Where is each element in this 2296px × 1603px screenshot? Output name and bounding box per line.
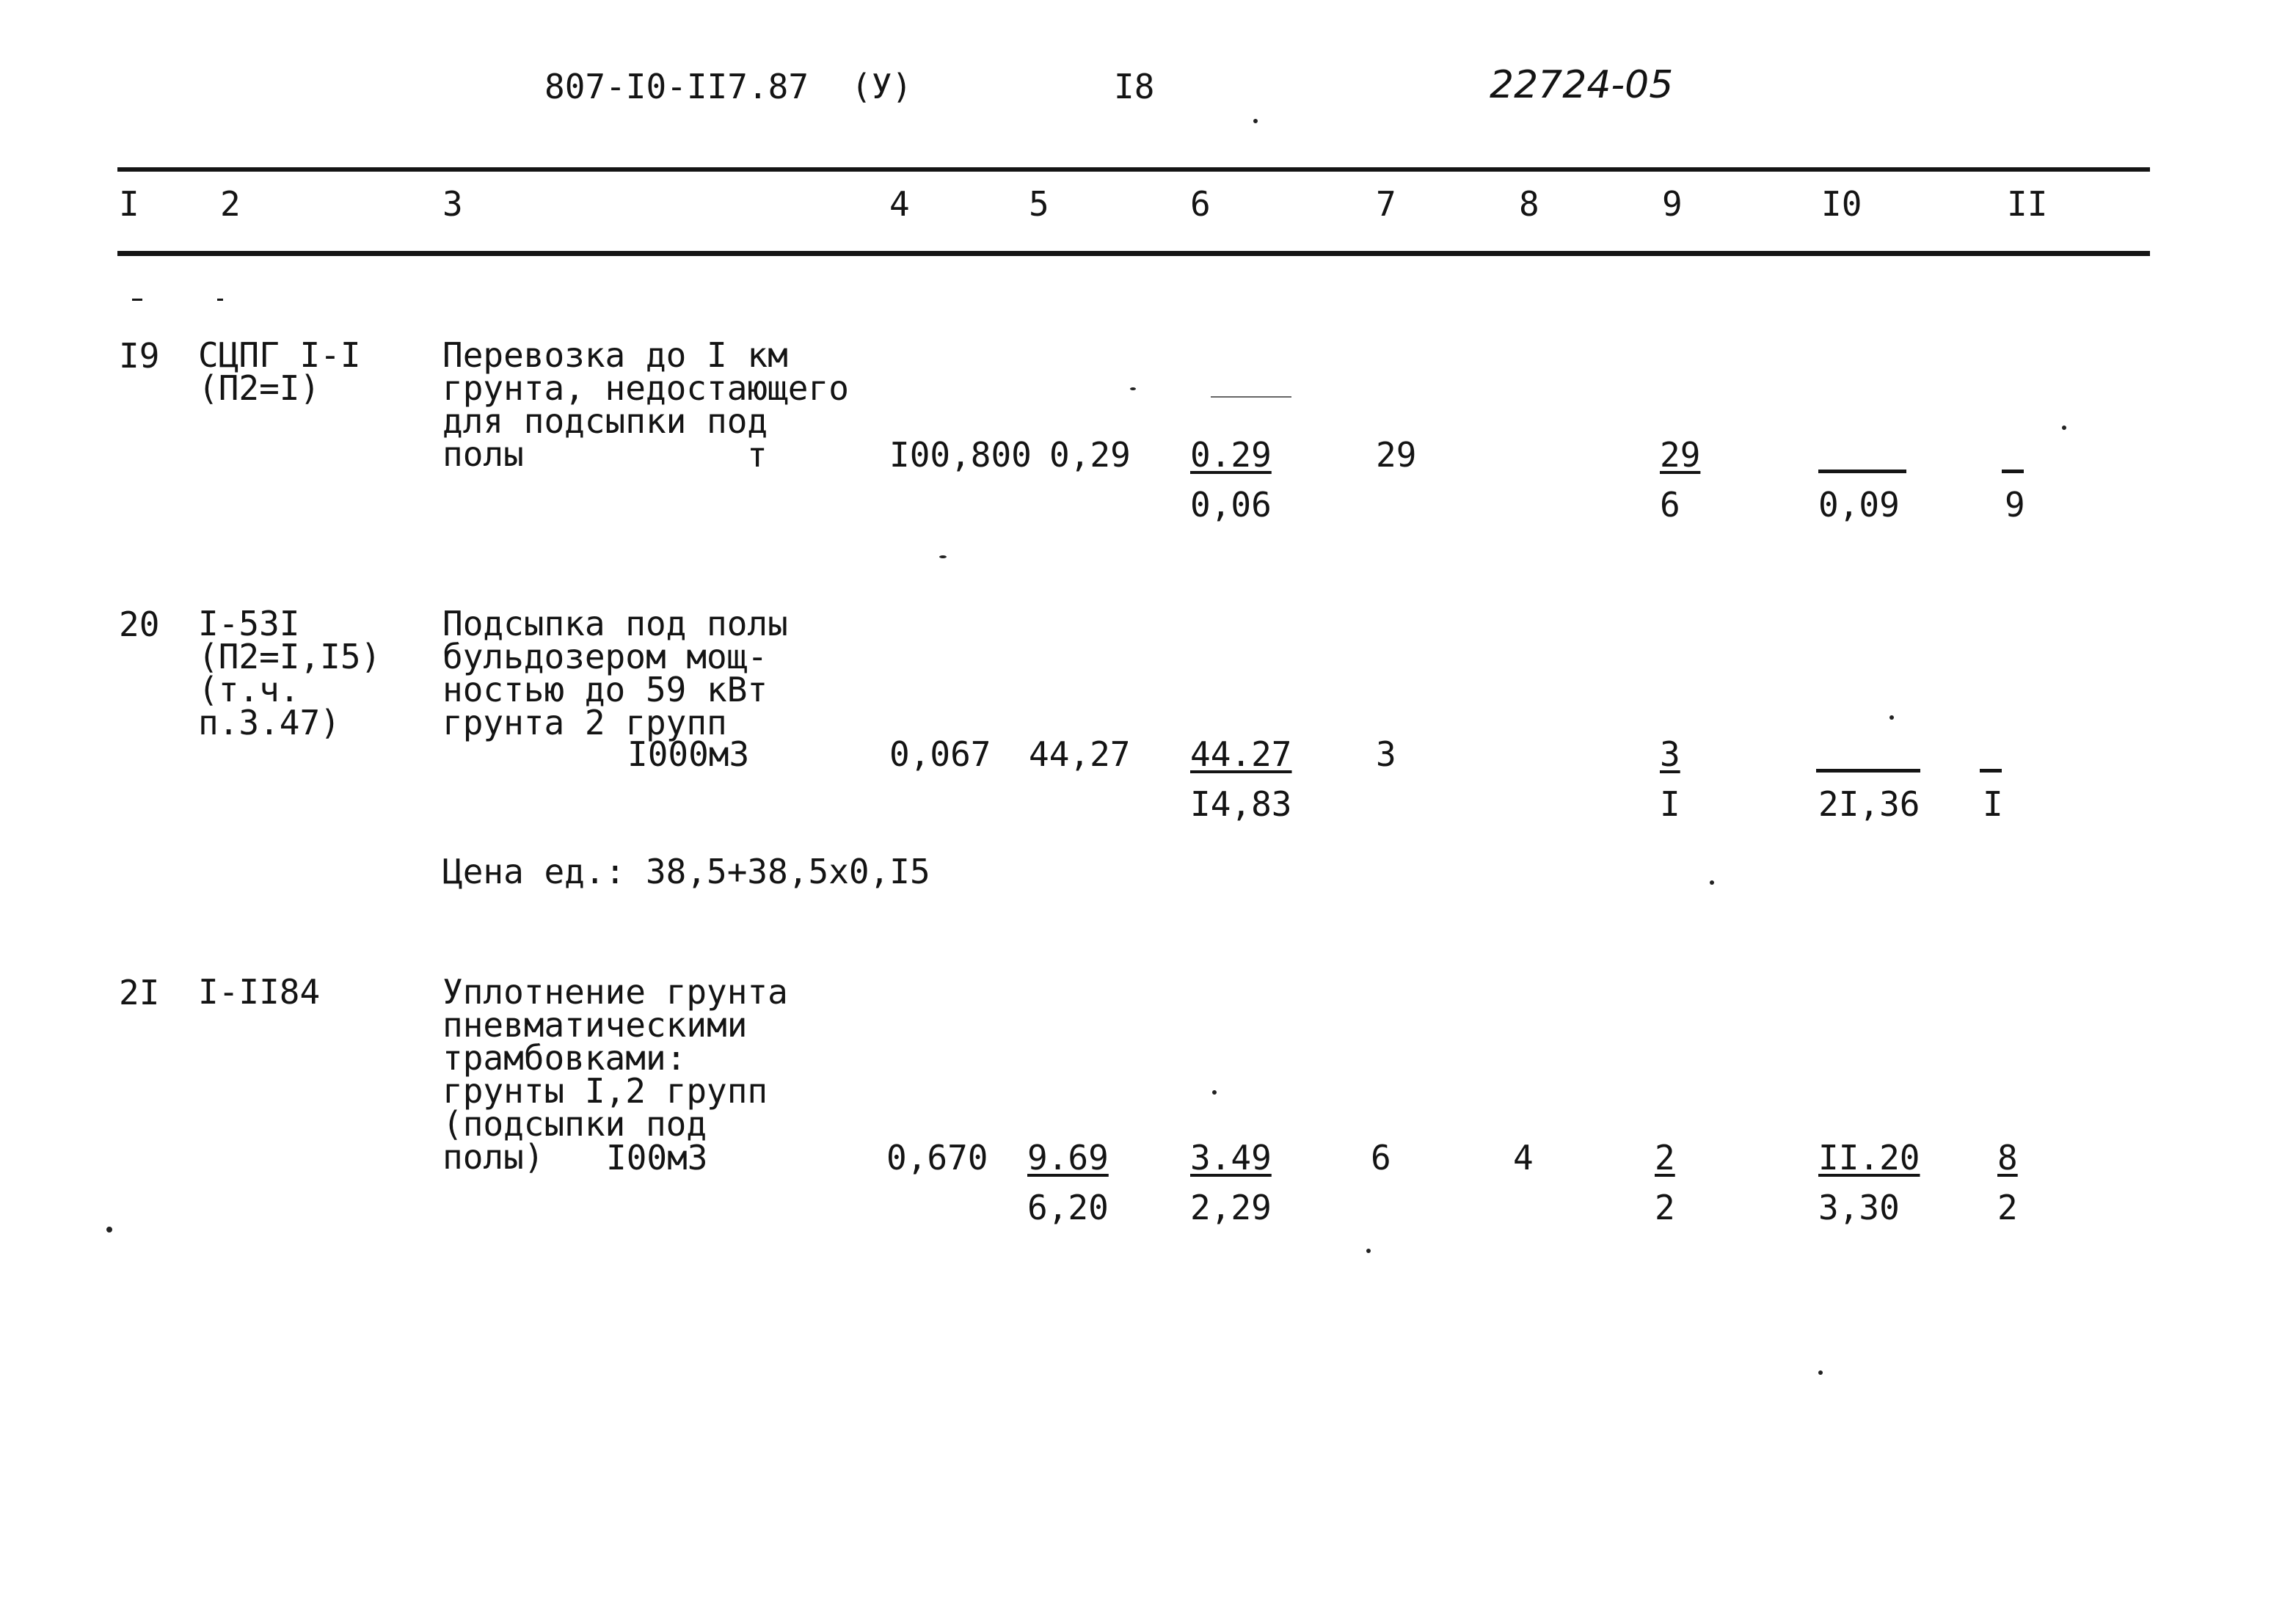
row-col9: 3: [1660, 734, 1680, 774]
col-header-11: II: [2007, 184, 2048, 224]
table-header-rule: [117, 251, 2150, 256]
row-col11: 8: [1997, 1138, 2018, 1177]
row-unit-cost: 44,27: [1029, 734, 1131, 774]
row-unit: т: [747, 435, 768, 475]
row-unit: I00м3: [606, 1138, 708, 1177]
row-col10: II.20: [1818, 1138, 1920, 1177]
scan-speck: [939, 555, 947, 558]
mark: [217, 299, 223, 301]
scan-speck: [1130, 387, 1136, 390]
row-col8: 4: [1513, 1138, 1534, 1177]
doc-code: 807-I0-II7.87: [544, 67, 809, 106]
row-col9: 2: [1655, 1138, 1675, 1177]
row-description: Перевозка до I км грунта, недостающего для подсыпки под полы: [442, 335, 849, 474]
row-description: Подсыпка под полы бульдозером мощ- ностью до 59 кВт грунта 2 групп: [442, 604, 788, 742]
row-total-cost-lower: I4,83: [1190, 784, 1292, 824]
row-col9-lower: I: [1660, 784, 1680, 824]
row-col10-lower: 2I,36: [1818, 784, 1920, 824]
col-header-4: 4: [889, 184, 910, 224]
row-quantity: 0,067: [889, 734, 991, 774]
row-col7: 29: [1376, 435, 1417, 475]
row-col7: 6: [1371, 1138, 1391, 1177]
col-header-9: 9: [1662, 184, 1683, 224]
row-number: I9: [119, 336, 160, 376]
row-number: 20: [119, 605, 160, 644]
row-col11-dash: [2002, 470, 2024, 473]
row-quantity: I00,800: [889, 435, 1032, 475]
scan-speck: [2062, 426, 2066, 430]
row-code: СЦПГ I-I (П2=I): [198, 335, 361, 408]
scan-speck: [1366, 1249, 1371, 1253]
scan-speck: [1212, 1090, 1217, 1095]
row-col11-dash: [1980, 769, 2002, 773]
scan-speck: [1710, 880, 1714, 885]
handwritten-doc-number: 22724-05: [1490, 63, 1674, 107]
scan-speck: [1211, 396, 1291, 398]
doc-variant: (У): [851, 67, 913, 106]
scan-speck: [1253, 119, 1258, 123]
row-col11-lower: I: [1983, 784, 2003, 824]
sheet-number: I8: [1114, 67, 1155, 106]
row-col9-lower: 6: [1660, 485, 1680, 525]
mark: [132, 299, 142, 301]
scan-speck: [1818, 1370, 1823, 1375]
col-header-7: 7: [1376, 184, 1396, 224]
col-header-6: 6: [1190, 184, 1211, 224]
scan-speck: [1889, 715, 1894, 720]
row-code: I-53I (П2=I,I5) (т.ч. п.3.47): [198, 604, 382, 742]
row-col10-dash: [1816, 769, 1920, 773]
col-header-1: I: [119, 184, 139, 224]
row-col10-lower: 3,30: [1818, 1188, 1900, 1227]
row-total-cost: 0.29: [1190, 435, 1272, 475]
row-unit-cost: 9.69: [1027, 1138, 1109, 1177]
row-number: 2I: [119, 973, 160, 1012]
row-col9-lower: 2: [1655, 1188, 1675, 1227]
row-code: I-II84: [198, 972, 321, 1012]
col-header-3: 3: [442, 184, 463, 224]
row-col10-lower: 0,09: [1818, 485, 1900, 525]
row-description: Уплотнение грунта пневматическими трамбовками: грунты I,2 групп (подсыпки под полы): [442, 972, 788, 1177]
row-col11-lower: 2: [1997, 1188, 2018, 1227]
col-header-10: I0: [1821, 184, 1862, 224]
col-header-5: 5: [1029, 184, 1049, 224]
row-col9: 29: [1660, 435, 1701, 475]
scan-speck: [106, 1227, 112, 1233]
row-col10-dash: [1818, 470, 1906, 473]
col-header-8: 8: [1519, 184, 1539, 224]
price-note: Цена ед.: 38,5+38,5x0,I5: [442, 852, 930, 891]
row-quantity: 0,670: [886, 1138, 988, 1177]
row-total-cost: 3.49: [1190, 1138, 1272, 1177]
row-unit-cost-lower: 6,20: [1027, 1188, 1109, 1227]
table-top-rule: [117, 167, 2150, 172]
row-unit: I000м3: [627, 734, 750, 774]
col-header-2: 2: [220, 184, 241, 224]
row-col11-lower: 9: [2005, 485, 2025, 525]
row-total-cost-lower: 2,29: [1190, 1188, 1272, 1227]
row-unit-cost: 0,29: [1049, 435, 1131, 475]
row-col7: 3: [1376, 734, 1396, 774]
row-total-cost: 44.27: [1190, 734, 1292, 774]
row-total-cost-lower: 0,06: [1190, 485, 1272, 525]
